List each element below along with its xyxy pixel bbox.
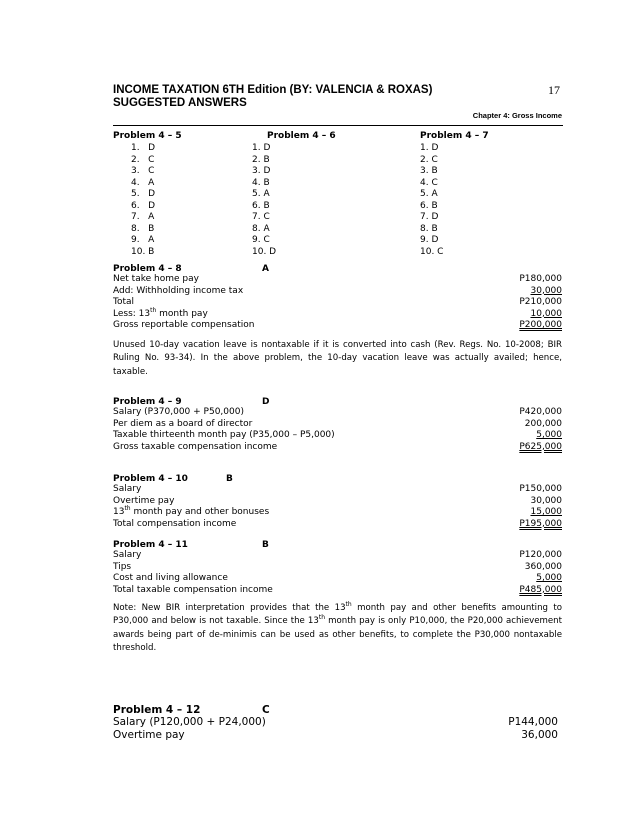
answer-item: 6. D [131, 200, 156, 211]
computation-row [113, 419, 562, 430]
answer-item: 1. D [252, 143, 271, 153]
row-label: Total taxable compensation income [113, 584, 273, 595]
problem-4-6-heading: Problem 4 – 6 [267, 131, 336, 141]
answer-item: 4. A [131, 177, 155, 188]
row-amount: 36,000 [521, 729, 558, 741]
computation-row [113, 716, 558, 729]
row-amount: P180,000 [519, 274, 562, 284]
answer-item: 7. D [420, 212, 439, 222]
computation-row [113, 286, 562, 297]
computation-row [113, 306, 562, 320]
answer-item: 8. B [131, 223, 155, 234]
row-label: Overtime pay [113, 495, 175, 506]
row-amount: 360,000 [524, 561, 562, 572]
row-label: Add: Withholding income tax [113, 285, 244, 296]
problem-4-11-answer: B [262, 540, 269, 550]
problem-4-7-answers [420, 143, 443, 258]
row-label: Salary [113, 550, 142, 560]
row-label: Taxable thirteenth month pay (P35,000 – P5,000) [113, 430, 335, 440]
problem-4-8-note: Unused 10-day vacation leave is nontaxable if it is converted into cash (Rev. Regs. No. 10-2008; BIR Ruling No. 93-34). In the above problem, the 10-day vacation leave was actually availed; hence, taxable. [113, 340, 562, 377]
row-label: Salary (P370,000 + P50,000) [113, 407, 244, 417]
row-amount: 200,000 [524, 418, 562, 429]
row-amount: P195,000 [519, 518, 562, 529]
problem-4-9-heading: Problem 4 – 9 [113, 397, 182, 407]
computation-row [113, 562, 562, 573]
row-amount: 15,000 [530, 507, 562, 517]
answer-item: 5. D [131, 189, 156, 199]
row-label: 13th month pay and other bonuses [113, 505, 270, 517]
answer-item: 1. D [131, 143, 156, 153]
computation-row [113, 519, 562, 530]
problem-4-11-heading: Problem 4 – 11 [113, 540, 188, 550]
row-amount: P120,000 [519, 550, 562, 560]
row-amount: 30,000 [530, 285, 562, 296]
computation-row [113, 407, 562, 418]
computation-row [113, 442, 562, 453]
answer-item: 7. C [252, 212, 270, 222]
row-amount: P420,000 [519, 407, 562, 417]
computation-row [113, 320, 562, 331]
problem-4-10-answer: B [226, 474, 233, 484]
answer-item: 2. B [252, 154, 270, 165]
answer-item: 8. A [252, 223, 270, 234]
row-amount: P150,000 [519, 484, 562, 494]
row-amount: P625,000 [519, 441, 562, 452]
row-label: Salary (P120,000 + P24,000) [113, 716, 266, 728]
row-amount: P485,000 [519, 584, 562, 595]
row-label: Overtime pay [113, 729, 185, 741]
computation-row [113, 484, 562, 495]
problem-4-5-heading: Problem 4 – 5 [113, 131, 182, 141]
row-amount: P200,000 [519, 320, 562, 330]
answer-item: 4. B [252, 177, 270, 188]
row-amount: 5,000 [536, 430, 562, 440]
row-label: Total compensation income [113, 518, 237, 529]
chapter-label: Chapter 4: Gross Income [472, 111, 562, 120]
problem-4-10-heading: Problem 4 – 10 [113, 474, 188, 484]
row-label: Cost and living allowance [113, 573, 228, 583]
row-label: Gross reportable compensation [113, 320, 255, 330]
document-subtitle: SUGGESTED ANSWERS [113, 97, 247, 109]
answer-item: 6. B [252, 200, 270, 211]
row-label: Per diem as a board of director [113, 418, 253, 429]
answer-item: 7. A [131, 212, 155, 222]
answer-item: 10. D [252, 246, 277, 257]
problem-4-6-answers [252, 143, 276, 258]
answer-item: 5. A [420, 189, 438, 199]
row-amount: P210,000 [519, 297, 562, 307]
row-amount: 30,000 [530, 495, 562, 506]
answer-item: 3. D [252, 166, 271, 176]
answer-item: 10. C [420, 246, 444, 257]
answer-item: 1. D [420, 143, 439, 153]
page-number: 17 [548, 83, 560, 97]
header-rule [113, 125, 563, 126]
row-label: Less: 13th month pay [113, 306, 208, 319]
problem-4-11-note: Note: New BIR interpretation provides that the 13th month pay and other benefits amounting to P30,000 and below is not taxable. Since the 13th month pay is only P10,000, the P20,000 achievement awards being part of de-minimis can be used as other benefits, to complete the P30,000 nontaxable threshold. [113, 601, 562, 653]
row-amount: 5,000 [536, 573, 562, 583]
row-label: Net take home pay [113, 274, 199, 284]
answer-item: 4. C [420, 177, 438, 188]
row-amount: P144,000 [508, 716, 558, 728]
document-title: INCOME TAXATION 6TH Edition (BY: VALENCIA & ROXAS) [113, 84, 433, 96]
row-label: Salary [113, 484, 142, 494]
answer-item: 8. B [420, 223, 438, 234]
answer-item: 3. C [131, 166, 155, 176]
computation-row [113, 729, 558, 742]
answer-item: 2. C [131, 154, 155, 165]
problem-4-7-heading: Problem 4 – 7 [420, 131, 489, 141]
answer-item: 3. B [420, 166, 438, 176]
computation-row [113, 430, 562, 441]
answer-item: 10. B [131, 246, 155, 257]
row-label: Total [113, 297, 135, 307]
computation-row [113, 507, 562, 518]
answer-item: 9. D [420, 235, 439, 245]
row-label: Gross taxable compensation income [113, 441, 278, 452]
problem-4-5-answers [131, 143, 155, 258]
problem-4-12-answer: C [262, 704, 270, 716]
answer-item: 5. A [252, 189, 270, 199]
computation-row [113, 274, 562, 285]
computation-row [113, 550, 562, 561]
answer-item: 9. A [131, 235, 155, 245]
row-amount: 10,000 [530, 308, 562, 319]
problem-4-12-heading: Problem 4 – 12 [113, 704, 201, 716]
problem-4-9-answer: D [262, 397, 270, 407]
computation-row [113, 585, 562, 596]
row-label: Tips [113, 561, 132, 572]
answer-item: 2. C [420, 154, 438, 165]
problem-4-8-heading: Problem 4 – 8 [113, 264, 182, 274]
answer-item: 9. C [252, 235, 270, 245]
answer-item: 6. B [420, 200, 438, 211]
computation-row [113, 573, 562, 584]
problem-4-8-answer: A [262, 264, 269, 274]
computation-row [113, 496, 562, 507]
computation-row [113, 297, 562, 308]
